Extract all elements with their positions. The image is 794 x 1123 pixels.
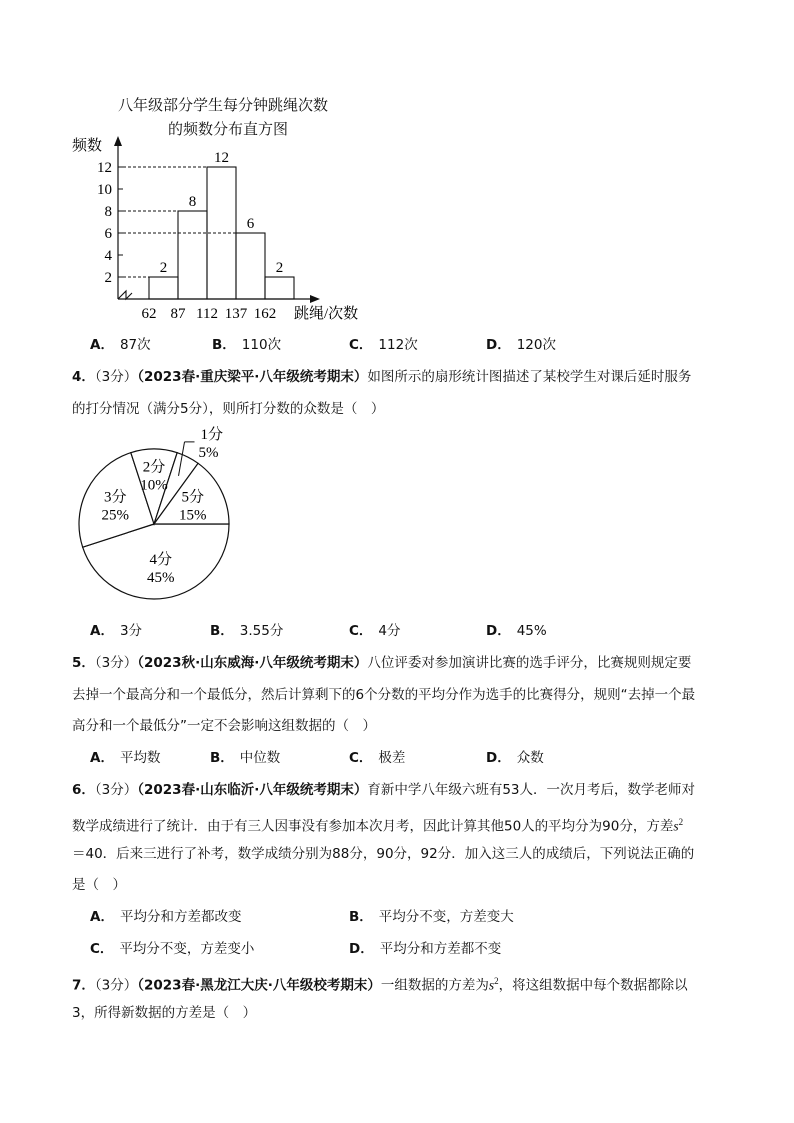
pie-slice-percent: 5% bbox=[198, 444, 219, 461]
pie-slice-percent: 15% bbox=[179, 507, 207, 524]
option-label: B． bbox=[349, 909, 373, 925]
question-text-tail: ，将这组数据中每个数据都除以 bbox=[498, 977, 688, 994]
option-text: 平均分不变，方差变小 bbox=[119, 941, 255, 957]
pie-slice-percent: 25% bbox=[101, 507, 129, 524]
question-text: 如图所示的扇形统计图描述了某校学生对课后延时服务 bbox=[367, 369, 692, 385]
x-axis-arrow bbox=[310, 295, 320, 303]
histogram-title-line2: 的频数分布直方图 bbox=[168, 122, 289, 138]
pie-slice-percent: 45% bbox=[147, 569, 175, 586]
q4-stem-line1 bbox=[72, 367, 691, 387]
question-score: （3分） bbox=[94, 655, 138, 671]
histogram-bar bbox=[149, 277, 178, 299]
y-tick-label: 10 bbox=[97, 182, 112, 198]
q6-option-b[interactable] bbox=[349, 907, 514, 927]
axis-break-mark bbox=[118, 291, 132, 299]
option-label: C． bbox=[90, 941, 114, 957]
histogram-chart bbox=[60, 130, 380, 330]
q3-option-a[interactable] bbox=[90, 335, 151, 355]
option-text: 87次 bbox=[119, 337, 151, 353]
variance-exponent: 2 bbox=[678, 817, 684, 827]
option-label: A． bbox=[90, 909, 114, 925]
x-tick-label: 137 bbox=[224, 306, 248, 322]
question-number: 5． bbox=[72, 655, 95, 671]
bar-value-label: 6 bbox=[246, 216, 255, 232]
q6-stem-line3: ＝40．后来三进行了补考，数学成绩分别为88分，90分，92分．加入这三人的成绩后，下列说法正确的 bbox=[72, 846, 695, 862]
option-label: B． bbox=[212, 337, 236, 353]
x-axis-label: 跳绳/次数 bbox=[294, 306, 359, 322]
q6-option-c[interactable] bbox=[90, 939, 254, 959]
question-number: 4． bbox=[72, 369, 95, 385]
y-tick-label: 6 bbox=[104, 226, 112, 242]
pie-slice-percent: 10% bbox=[140, 477, 168, 494]
question-text: 八位评委对参加演讲比赛的选手评分，比赛规则规定要 bbox=[367, 655, 692, 671]
question-text: 一组数据的方差为 bbox=[380, 977, 489, 994]
question-source: （2023秋·山东威海·八年级统考期末） bbox=[137, 655, 368, 671]
question-number: 7． bbox=[72, 977, 95, 994]
pie-slice-label: 1分 bbox=[200, 426, 224, 443]
option-label: B． bbox=[210, 750, 234, 766]
question-score: （3分） bbox=[94, 369, 138, 385]
question-text: 育新中学八年级六班有53人．一次月考后，数学老师对 bbox=[367, 782, 696, 798]
option-label: C． bbox=[349, 623, 373, 639]
bar-value-label: 12 bbox=[214, 150, 229, 166]
bar-value-label: 2 bbox=[275, 260, 284, 276]
option-text: 平均分不变，方差变大 bbox=[378, 909, 514, 925]
x-tick-label: 162 bbox=[253, 306, 277, 322]
question-source: （2023春·山东临沂·八年级统考期末） bbox=[137, 782, 368, 798]
q6-stem-line4: 是（ ） bbox=[72, 877, 126, 893]
option-text: 112次 bbox=[378, 337, 418, 353]
q5-option-b[interactable] bbox=[210, 748, 280, 768]
x-tick-label: 112 bbox=[196, 306, 218, 322]
question-source: （2023春·重庆梁平·八年级统考期末） bbox=[137, 369, 368, 385]
q6-option-d[interactable] bbox=[349, 939, 501, 959]
q5-option-a[interactable] bbox=[90, 748, 160, 768]
option-text: 众数 bbox=[516, 750, 544, 766]
question-score: （3分） bbox=[94, 977, 138, 994]
q5-stem-line3: 高分和一个最低分”一定不会影响这组数据的（ ） bbox=[72, 718, 376, 734]
y-tick-label: 4 bbox=[104, 248, 112, 264]
q6-stem-line2 bbox=[72, 812, 683, 837]
histogram-bar bbox=[207, 167, 236, 299]
option-label: C． bbox=[349, 750, 373, 766]
question-source: （2023春·黑龙江大庆·八年级校考期末） bbox=[137, 977, 381, 994]
option-label: A． bbox=[90, 750, 114, 766]
q3-option-b[interactable] bbox=[212, 335, 281, 355]
pie-slice-label: 5分 bbox=[181, 489, 205, 506]
q5-stem-line2: 去掉一个最高分和一个最低分，然后计算剩下的6个分数的平均分作为选手的比赛得分，规则“去掉一个最 bbox=[72, 687, 696, 703]
option-text: 110次 bbox=[241, 337, 282, 353]
question-text: 数学成绩进行了统计．由于有三人因事没有参加本次月考，因此计算其他50人的平均分为90分，方差 bbox=[72, 818, 674, 835]
q6-option-a[interactable] bbox=[90, 907, 241, 927]
y-tick-label: 12 bbox=[97, 160, 112, 176]
option-text: 3分 bbox=[119, 623, 143, 639]
histogram-bar bbox=[236, 233, 265, 299]
variance-symbol: s bbox=[488, 977, 495, 993]
bar-value-label: 2 bbox=[159, 260, 168, 276]
histogram-title-line1: 八年级部分学生每分钟跳绳次数 bbox=[118, 98, 329, 114]
histogram-bar bbox=[265, 277, 294, 299]
option-text: 中位数 bbox=[239, 750, 281, 766]
x-tick-label: 62 bbox=[141, 306, 157, 322]
y-tick-label: 8 bbox=[104, 204, 112, 220]
option-text: 4分 bbox=[378, 623, 401, 639]
y-tick-label: 2 bbox=[104, 270, 112, 286]
option-label: C． bbox=[349, 337, 373, 353]
option-text: 120次 bbox=[516, 337, 556, 353]
x-tick-label: 87 bbox=[170, 306, 186, 322]
option-text: 3.55分 bbox=[239, 623, 284, 639]
q4-option-d[interactable] bbox=[486, 621, 547, 641]
variance-exponent: 2 bbox=[494, 976, 499, 986]
option-text: 平均分和方差都不变 bbox=[379, 941, 502, 957]
option-label: A． bbox=[90, 337, 114, 353]
option-label: D． bbox=[486, 750, 511, 766]
q5-stem-line1 bbox=[72, 653, 691, 673]
histogram-bar bbox=[178, 211, 207, 299]
q4-stem-line2: 的打分情况（满分5分），则所打分数的众数是（ ） bbox=[72, 401, 385, 417]
option-label: D． bbox=[349, 941, 374, 957]
pie-slice-label: 4分 bbox=[149, 551, 173, 568]
option-label: A． bbox=[90, 623, 114, 639]
q7-stem-line1 bbox=[72, 971, 688, 996]
option-text: 平均数 bbox=[119, 750, 161, 766]
y-axis-arrow bbox=[114, 136, 122, 146]
question-score: （3分） bbox=[94, 782, 138, 798]
bar-value-label: 8 bbox=[188, 194, 197, 210]
q5-option-c[interactable] bbox=[349, 748, 405, 768]
question-number: 6． bbox=[72, 782, 95, 798]
option-label: B． bbox=[210, 623, 234, 639]
q4-option-b[interactable] bbox=[210, 621, 283, 641]
option-text: 极差 bbox=[378, 750, 406, 766]
q4-option-c[interactable] bbox=[349, 621, 401, 641]
pie-chart bbox=[70, 425, 250, 610]
pie-slice-label: 2分 bbox=[142, 459, 166, 476]
option-label: D． bbox=[486, 337, 511, 353]
q3-option-c[interactable] bbox=[349, 335, 418, 355]
q6-stem-line1 bbox=[72, 780, 695, 800]
option-text: 平均分和方差都改变 bbox=[119, 909, 242, 925]
option-label: D． bbox=[486, 623, 511, 639]
pie-slice-label: 3分 bbox=[103, 489, 127, 506]
q4-option-a[interactable] bbox=[90, 621, 142, 641]
q3-option-d[interactable] bbox=[486, 335, 556, 355]
variance-symbol: s bbox=[673, 818, 679, 834]
option-text: 45% bbox=[516, 623, 547, 639]
q5-option-d[interactable] bbox=[486, 748, 544, 768]
q7-stem-line2: 3，所得新数据的方差是（ ） bbox=[72, 1005, 257, 1021]
y-axis-label: 频数 bbox=[72, 138, 103, 154]
